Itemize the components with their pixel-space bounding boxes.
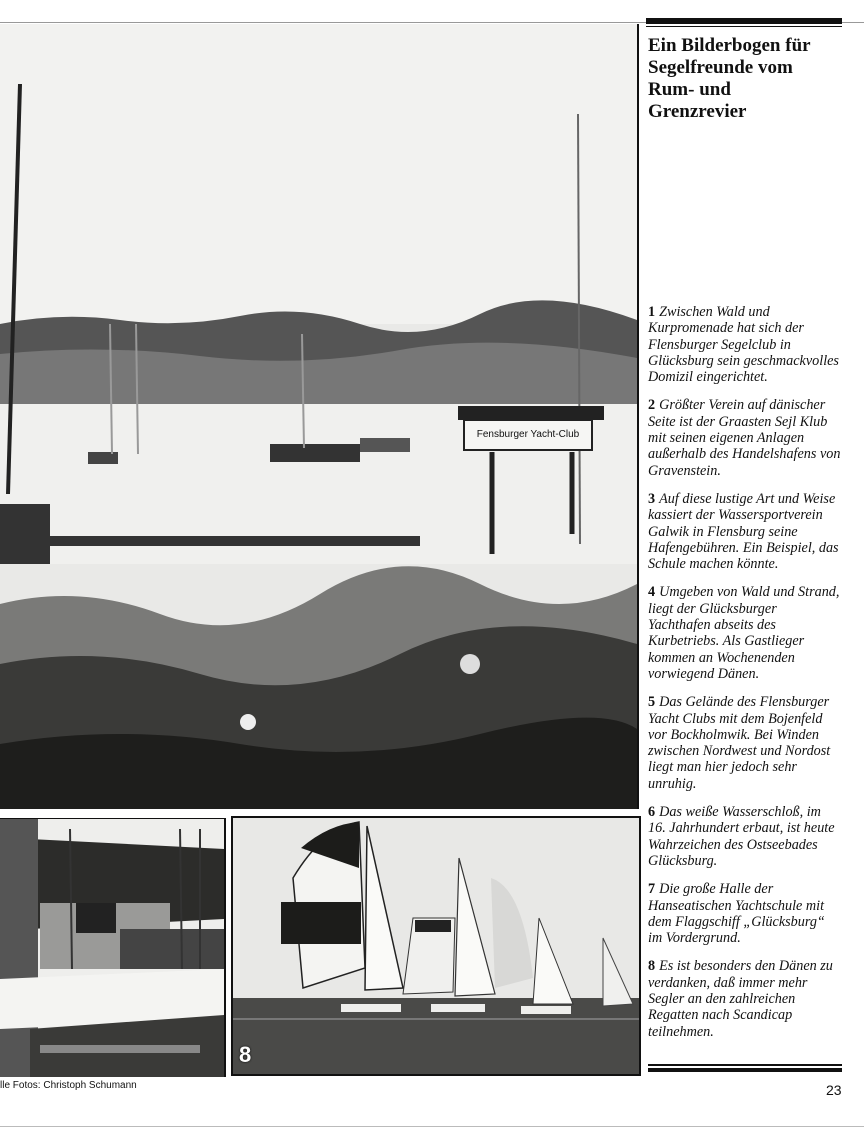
harbor-photo	[0, 24, 639, 809]
caption-number: 2	[648, 397, 656, 414]
caption-number: 5	[648, 694, 656, 711]
caption-number: 6	[648, 804, 656, 821]
bottom-rule-thick	[648, 1068, 842, 1072]
caption-sidebar	[646, 18, 842, 1078]
caption-text: Das weiße Wasserschloß, im 16. Jahrhundert erbaut, ist heute Wahrzeichen des Ostseebades Glücksburg.	[648, 804, 835, 869]
caption	[648, 958, 842, 1039]
boat-shed-photo-image	[0, 819, 224, 1077]
caption	[648, 491, 842, 572]
caption-text: Es ist besonders den Dänen zu verdanken, daß immer mehr Segler an den zahlreichen Regatten nach Scandicap teilnehmen.	[648, 958, 833, 1040]
caption	[648, 304, 842, 385]
caption	[648, 804, 842, 869]
caption	[648, 584, 842, 682]
page-number: 23	[826, 1082, 842, 1098]
regatta-photo-image	[233, 818, 639, 1074]
caption-text: Die große Halle der Hanseatischen Yachtschule mit dem Flaggschiff „Glücksburg“ im Vordergrund.	[648, 881, 825, 947]
harbor-photo-image	[0, 24, 637, 809]
headline-top-rule	[646, 18, 842, 24]
boat-shed-photo	[0, 818, 226, 1077]
caption-text: Das Gelände des Flensburger Yacht Clubs mit dem Bojenfeld vor Bockholmwik. Bei Winden zwischen Nordwest und Nordost liegt man hier jedoch sehr unruhig.	[648, 694, 831, 792]
caption-text: Auf diese lustige Art und Weise kassiert der Wassersportverein Galwik in Flensburg seine Hafengebühren. Ein Beispiel, das Schule machen könnte.	[648, 490, 839, 573]
caption-number: 3	[648, 490, 656, 507]
caption	[648, 397, 842, 478]
caption-text: Zwischen Wald und Kurpromenade hat sich der Flensburger Segelclub in Glücksburg sein geschmackvolles Domizil eingerichtet.	[648, 304, 839, 386]
caption-number: 4	[648, 584, 656, 601]
sidebar-bottom-rules	[648, 1064, 842, 1072]
regatta-photo	[231, 816, 641, 1076]
caption-text: Umgeben von Wald und Strand, liegt der Glücksburger Yachthafen abseits des Kurbetriebs. Als Gastlieger kommen an Wochenenden vorwiegend Dänen.	[648, 584, 840, 682]
bottom-rule	[0, 1126, 864, 1127]
caption	[648, 694, 842, 792]
yacht-club-sign: Fensburger Yacht-Club	[476, 429, 580, 440]
captions-list	[648, 304, 842, 1052]
caption-text: Größter Verein auf dänischer Seite ist der Graasten Sejl Klub mit seinen eigenen Anlagen außerhalb des Handelshafens von Gravenstein.	[648, 397, 841, 479]
caption-number: 1	[648, 304, 656, 320]
headline-thin-rule	[646, 26, 842, 27]
caption-number: 8	[648, 958, 656, 975]
photo-number: 8	[239, 1042, 252, 1067]
caption-number: 7	[648, 881, 656, 898]
photo-credit: lle Fotos: Christoph Schumann	[0, 1080, 137, 1091]
headline: Ein Bilderbogen für Segelfreunde vom Rum- und Grenzrevier	[648, 35, 811, 122]
bottom-rule-thin	[648, 1064, 842, 1066]
caption	[648, 881, 842, 946]
